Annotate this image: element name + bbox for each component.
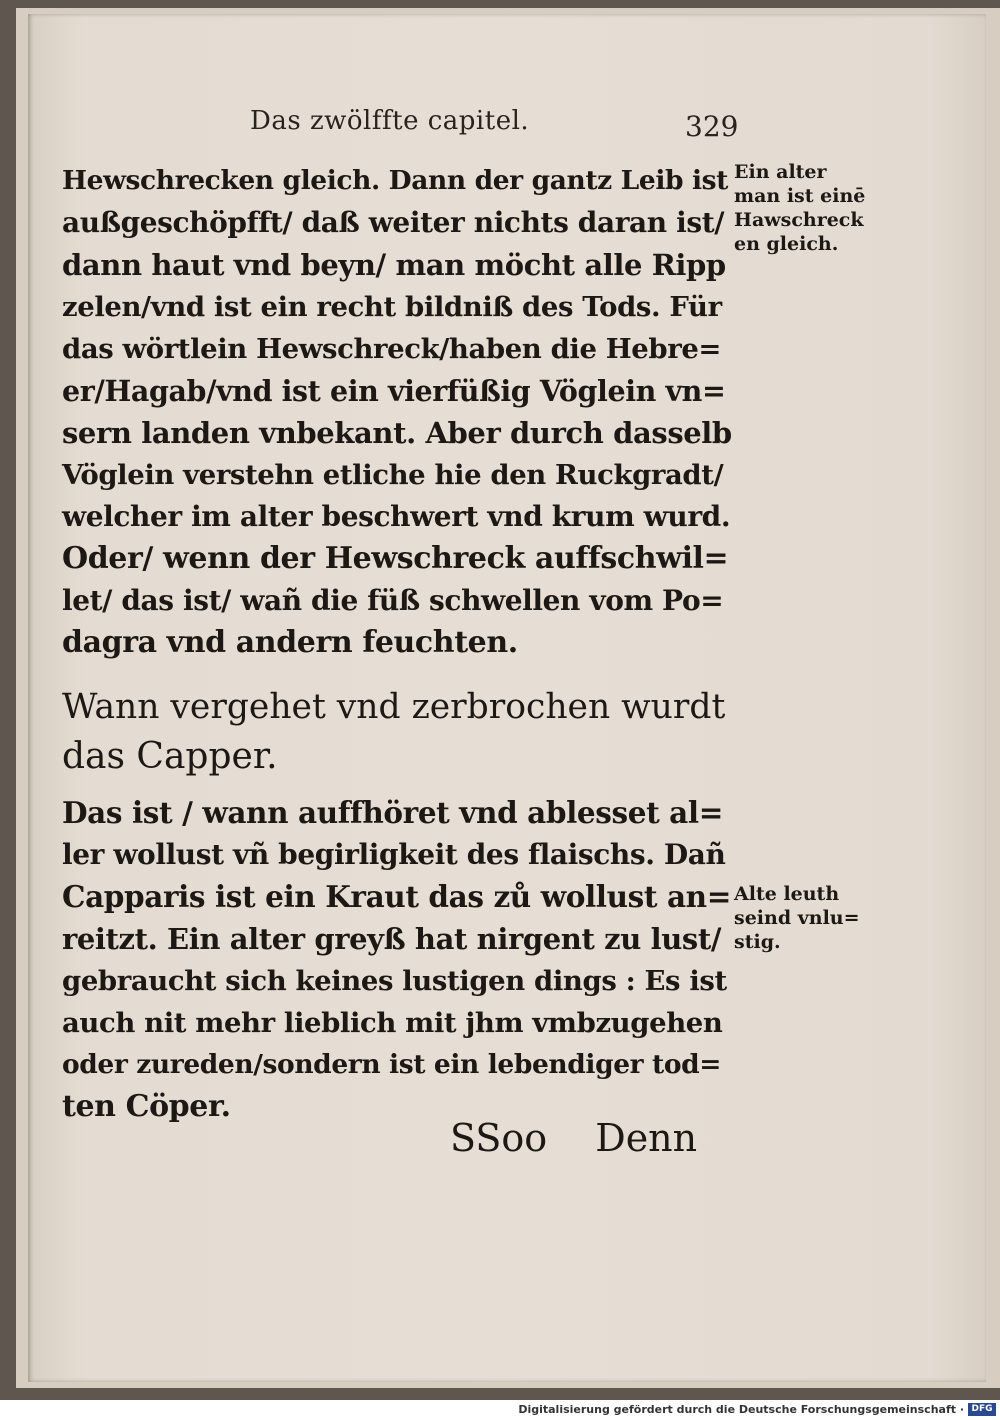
marginal-line: en gleich. bbox=[734, 233, 839, 255]
text-line: zelen/vnd ist ein recht bildniß des Tods. Für bbox=[62, 291, 722, 323]
text-line: Hewschrecken gleich. Dann der gantz Leib ist bbox=[62, 165, 728, 196]
catchword: SSoo Denn bbox=[450, 1116, 698, 1160]
funding-notice: Digitalisierung gefördert durch die Deutsche Forschungsgemeinschaft · bbox=[518, 1403, 964, 1416]
marginal-line: Alte leuth bbox=[734, 883, 840, 905]
paragraph-2 bbox=[62, 792, 732, 1128]
text-line: reitzt. Ein alter greyß hat nirgent zu lust/ bbox=[62, 922, 722, 956]
page-number: 329 bbox=[685, 110, 739, 143]
text-line: außgeschöpfft/ daß weiter nichts daran ist/ bbox=[62, 206, 725, 239]
footer-bar bbox=[0, 1400, 1000, 1420]
marginal-note-1 bbox=[734, 160, 884, 256]
running-head: Das zwölffte capitel. bbox=[250, 106, 530, 136]
text-line: Capparis ist ein Kraut das zů wollust an= bbox=[62, 879, 732, 914]
text-line: gebraucht sich keines lustigen dings : Es ist bbox=[62, 965, 727, 997]
text-line: Oder/ wenn der Hewschreck auffschwil= bbox=[62, 541, 729, 576]
paragraph-1 bbox=[62, 160, 732, 664]
text-line: let/ das ist/ wañ die füß schwellen vom Po= bbox=[62, 584, 724, 617]
marginal-line: man ist einē bbox=[734, 185, 866, 207]
text-line: das wörtlein Hewschreck/haben die Hebre= bbox=[62, 333, 722, 365]
text-line: er/Hagab/vnd ist ein vierfüßig Vöglein vn= bbox=[62, 374, 726, 408]
marginal-line: Hawschreck bbox=[734, 209, 864, 231]
marginal-line: seind vnlu= bbox=[734, 907, 860, 929]
text-line: sern landen vnbekant. Aber durch dasselb bbox=[62, 416, 732, 450]
marginal-line: stig. bbox=[734, 931, 781, 953]
heading-line: Wann vergehet vnd zerbrochen wurdt bbox=[62, 687, 726, 727]
text-line: ten Cöper. bbox=[62, 1089, 231, 1124]
marginal-line: Ein alter bbox=[734, 161, 827, 183]
heading-line: das Capper. bbox=[62, 736, 278, 777]
text-line: auch nit mehr lieblich mit jhm vmbzugehen bbox=[62, 1007, 723, 1039]
text-line: dann haut vnd beyn/ man möcht alle Ripp bbox=[62, 248, 726, 282]
dfg-logo: DFG bbox=[968, 1403, 996, 1416]
text-line: welcher im alter beschwert vnd krum wurd. bbox=[62, 500, 731, 533]
marginal-note-2 bbox=[734, 882, 884, 954]
text-line: oder zureden/sondern ist ein lebendiger tod= bbox=[62, 1049, 722, 1080]
text-line: Das ist / wann auffhöret vnd ablesset al= bbox=[62, 795, 724, 830]
text-line: ler wollust vñ begirligkeit des flaischs. Dañ bbox=[62, 838, 726, 871]
section-heading bbox=[62, 682, 732, 782]
text-line: Vöglein verstehn etliche hie den Ruckgradt/ bbox=[62, 459, 724, 491]
text-line: dagra vnd andern feuchten. bbox=[62, 625, 518, 660]
